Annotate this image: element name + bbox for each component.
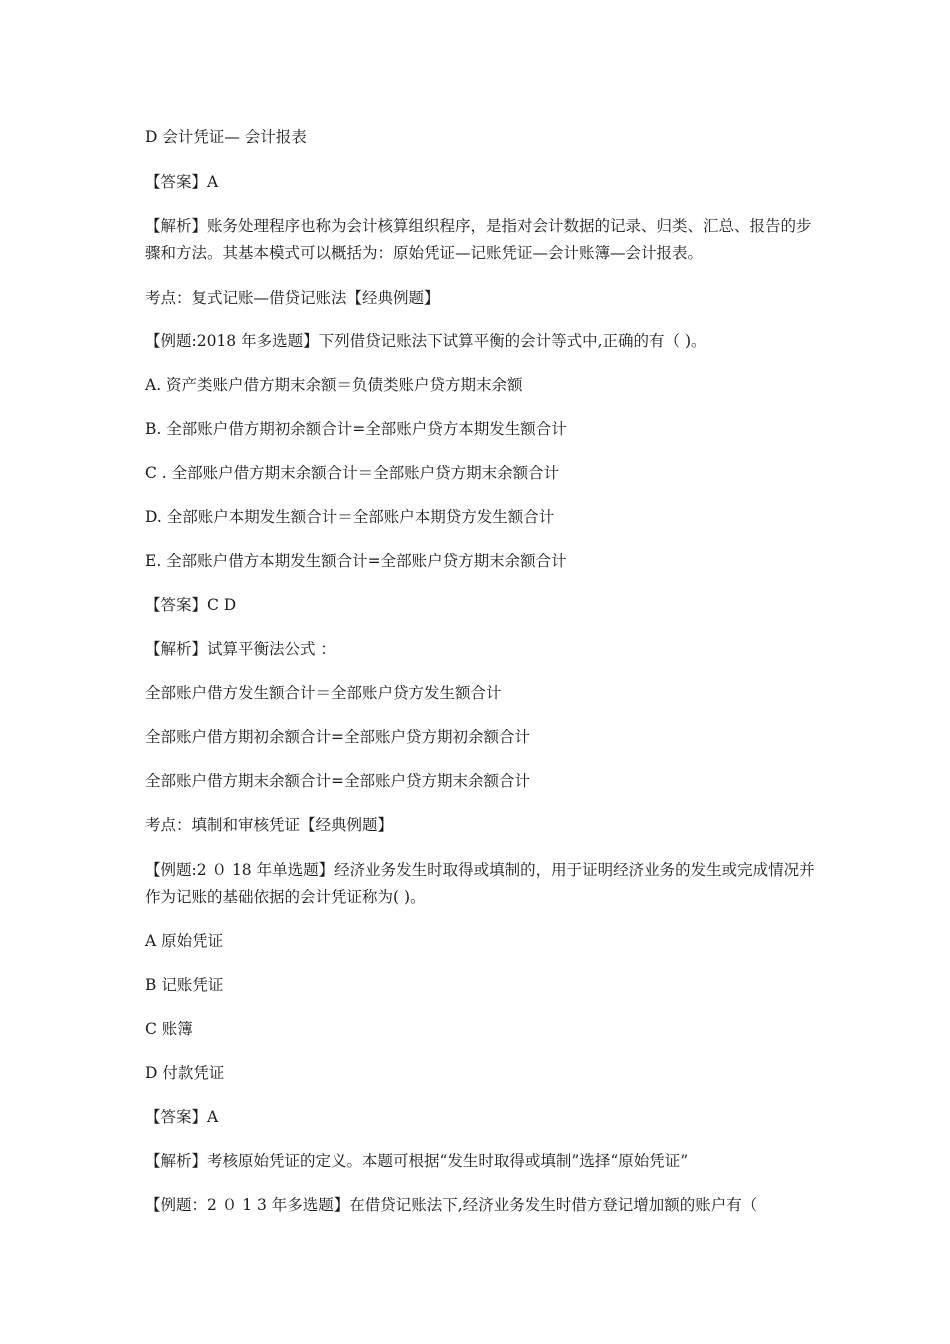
option-a: A 原始凭证 — [145, 932, 224, 950]
analysis-heading: 【解析】试算平衡法公式 ： — [145, 640, 336, 658]
example-question: 【例题:2018 年多选题】下列借贷记账法下试算平衡的会计等式中,正确的有（ )。 — [145, 332, 707, 350]
option-c: C 账簿 — [145, 1020, 193, 1038]
analysis-paragraph: 【解析】账务处理程序也称为会计核算组织程序，是指对会计数据的记录、归类、汇总、报告的步骤和方法。其基本模式可以概括为：原始凭证—记账凭证—会计账簿—会计报表。 — [145, 217, 812, 262]
answer-line: 【答案】C D — [145, 596, 237, 614]
topic-heading: 考点：填制和审核凭证【经典例题】 — [145, 816, 394, 834]
formula-line: 全部账户借方期初余额合计=全部账户贷方期初余额合计 — [145, 728, 530, 746]
formula-line: 全部账户借方发生额合计＝全部账户贷方发生额合计 — [145, 684, 502, 702]
option-c: C . 全部账户借方期末余额合计＝全部账户贷方期末余额合计 — [145, 464, 560, 482]
option-a: A. 资产类账户借方期末余额＝负债类账户贷方期末余额 — [145, 376, 523, 394]
example-question: 【例题:2 ０ 18 年单选题】经济业务发生时取得或填制的，用于证明经济业务的发生或完成情况并作为记账的基础依据的会计凭证称为( )。 — [145, 861, 815, 906]
formula-line: 全部账户借方期末余额合计=全部账户贷方期末余额合计 — [145, 772, 530, 790]
option-e: E. 全部账户借方本期发生额合计=全部账户贷方期末余额合计 — [145, 552, 567, 570]
option-d-line: D 会计凭证— 会计报表 — [145, 128, 307, 146]
option-b: B. 全部账户借方期初余额合计=全部账户贷方本期发生额合计 — [145, 420, 567, 438]
analysis-line: 【解析】考核原始凭证的定义。本题可根据“发生时取得或填制”选择“原始凭证” — [145, 1152, 689, 1170]
option-d: D 付款凭证 — [145, 1064, 225, 1082]
option-d: D. 全部账户本期发生额合计＝全部账户本期贷方发生额合计 — [145, 508, 555, 526]
answer-line: 【答案】A — [145, 1108, 219, 1126]
answer-line: 【答案】A — [145, 173, 219, 191]
option-b: B 记账凭证 — [145, 976, 224, 994]
example-question: 【例题：2 ０ 1 3 年多选题】在借贷记账法下,经济业务发生时借方登记增加额的账户有（ — [145, 1196, 758, 1214]
topic-heading: 考点：复式记账—借贷记账法【经典例题】 — [145, 289, 440, 307]
